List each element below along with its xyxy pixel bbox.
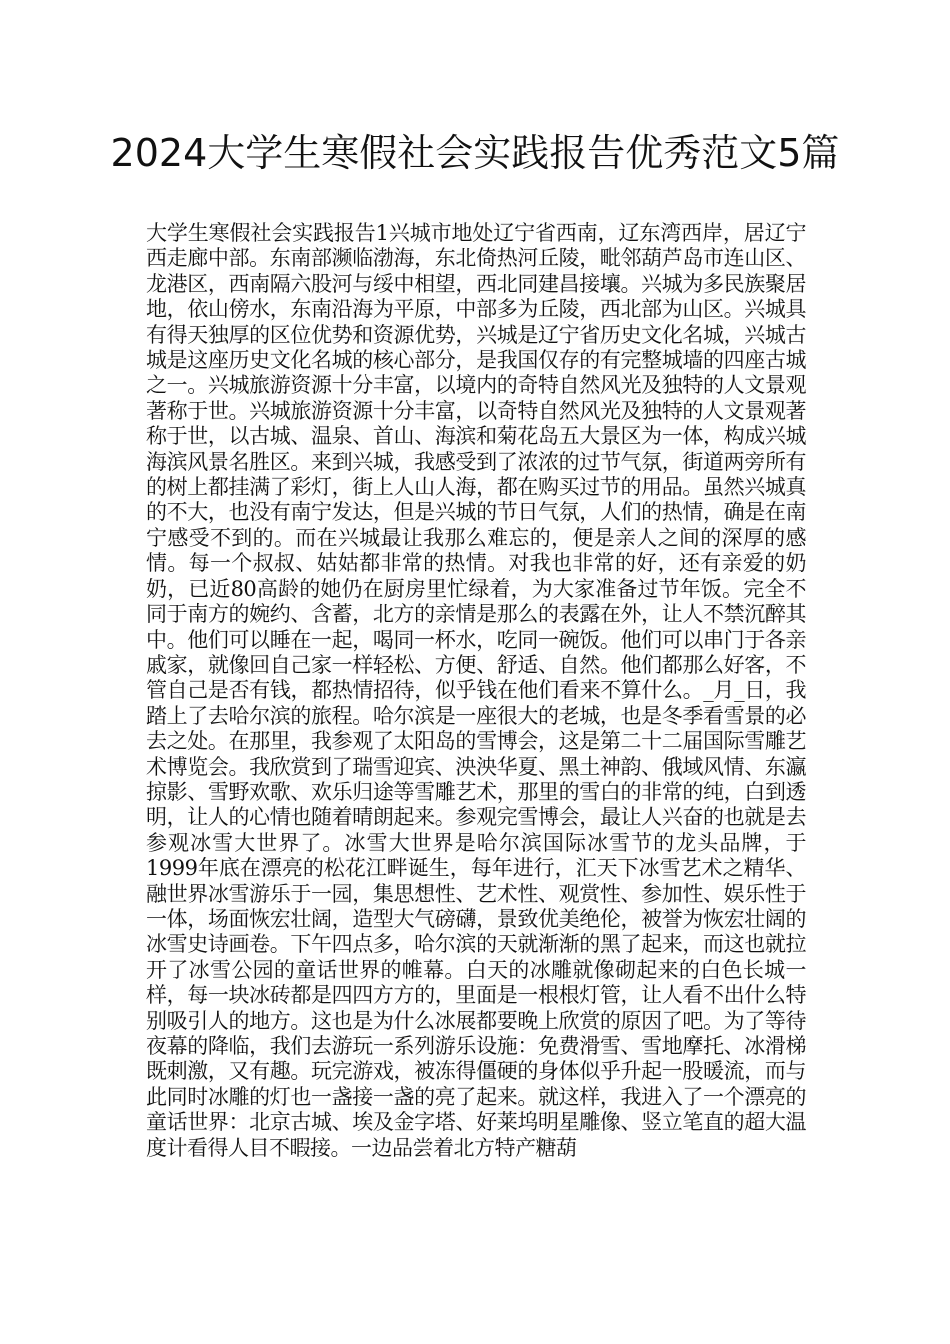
body-paragraph: 大学生寒假社会实践报告1兴城市地处辽宁省西南，辽东湾西岸，居辽宁西走廊中部。东南部濒临渤海，东北倚热河丘陵，毗邻葫芦岛市连山区、龙港区，西南隔六股河与绥中相望，西北同建昌接壤。兴城为多民族聚居地，依山傍水，东南沿海为平原，中部多为丘陵，西北部为山区。兴城具有得天独厚的区位优势和资源优势，兴城是辽宁省历史文化名城，兴城古城是这座历史文化名城的核心部分，是我国仅存的有完整城墙的四座古城之一。兴城旅游资源十分丰富，以境内的奇特自然风光及独特的人文景观著称于世。兴城旅游资源十分丰富，以奇特自然风光及独特的人文景观著称于世，以古城、温泉、首山、海滨和菊花岛五大景区为一体，构成兴城海滨风景名胜区。来到兴城，我感受到了浓浓的过节气氛，街道两旁所有的树上都挂满了彩灯，街上人山人海，都在购买过节的用品。虽然兴城真的不大，也没有南宁发达，但是兴城的节日气氛，人们的热情，确是在南宁感受不到的。而在兴城最让我那么难忘的，便是亲人之间的深厚的感情。每一个叔叔、姑姑都非常的热情。对我也非常的好，还有亲爱的奶奶，已近80高龄的她仍在厨房里忙绿着，为大家准备过节年饭。完全不同于南方的婉约、含蓄，北方的亲情是那么的表露在外，让人不禁沉醉其中。他们可以睡在一起，喝同一杯水，吃同一碗饭。他们可以串门于各亲戚家，就像回自己家一样轻松、方便、舒适、自然。他们都那么好客，不管自己是否有钱，都热情招待，似乎钱在他们看来不算什么。_月_日，我踏上了去哈尔滨的旅程。哈尔滨是一座很大的老城，也是冬季看雪景的必去之处。在那里，我参观了太阳岛的雪博会，这是第二十二届国际雪雕艺术博览会。我欣赏到了瑞雪迎宾、泱泱华夏、黑土神韵、俄域风情、东瀛掠影、雪野欢歌、欢乐归途等雪雕艺术，那里的雪白的非常的纯，白到透明，让人的心情也随着晴朗起来。参观完雪博会，最让人兴奋的也就是去参观冰雪大世界了。冰雪大世界是哈尔滨国际冰雪节的龙头品牌，于1999年底在漂亮的松花江畔诞生，每年进行，汇天下冰雪艺术之精华、融世界冰雪游乐于一园，集思想性、艺术性、观赏性、参加性、娱乐性于一体，场面恢宏壮阔，造型大气磅礴，景致优美绝伦，被誉为恢宏壮阔的冰雪史诗画卷。下午四点多，哈尔滨的天就渐渐的黑了起来，而这也就拉开了冰雪公园的童话世界的帷幕。白天的冰雕就像砌起来的白色长城一样，每一块冰砖都是四四方方的，里面是一根根灯管，让人看不出什么特别吸引人的地方。这也是为什么冰展都要晚上欣赏的原因了吧。为了等待夜幕的降临，我们去游玩一系列游乐设施：免费滑雪、雪地摩托、冰滑梯既刺激，又有趣。玩完游戏，被冻得僵硬的身体似乎升起一股暖流，而与此同时冰雕的灯也一盏接一盏的亮了起来。就这样，我进入了一个漂亮的童话世界：北京古城、埃及金字塔、好莱坞明星雕像、竖立笔直的超大温度计看得人目不暇接。一边品尝着北方特产糖葫 [146,221,806,1160]
document-title: 2024大学生寒假社会实践报告优秀范文5篇 [110,131,840,175]
